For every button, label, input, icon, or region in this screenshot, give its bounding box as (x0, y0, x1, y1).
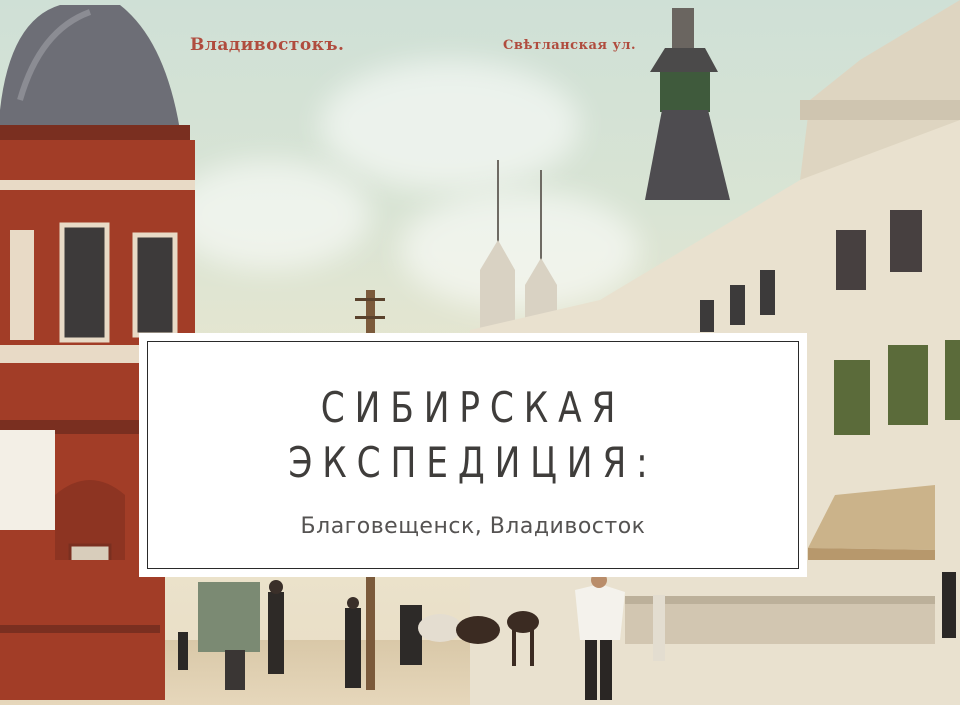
title-line-1: СИБИРСКАЯ (320, 383, 626, 432)
title-card-frame (147, 341, 799, 569)
title-card-subtitle: Благовещенск, Владивосток (300, 514, 646, 539)
title-card (139, 333, 807, 577)
title-line-2: ЭКСПЕДИЦИЯ: (288, 438, 658, 487)
postcard-street-caption: Свѣтланская ул. (503, 38, 637, 53)
postcard-city-caption: Владивостокъ. (190, 35, 345, 55)
